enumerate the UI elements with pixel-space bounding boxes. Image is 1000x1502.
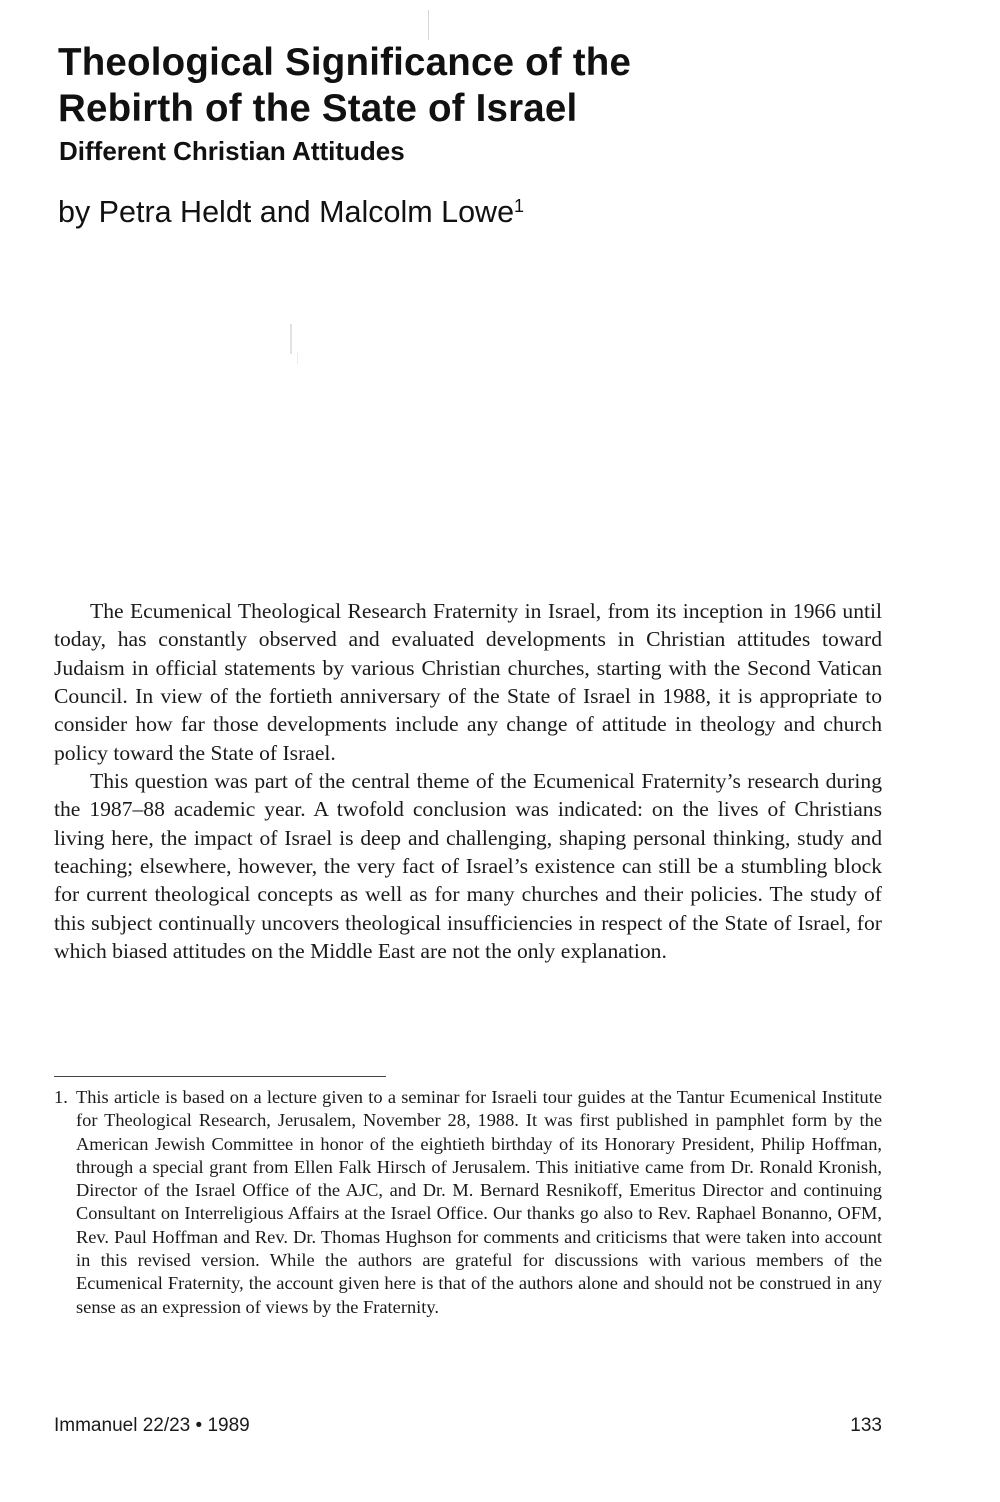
footnote-text: This article is based on a lecture given to a seminar for Israeli tour guides at the Tantur Ecumenical Institute for Theological Research, Jerusalem, November 28, 1988. It was first published in pamphlet form by the American Jewish Committee in honor of the eightieth birthday of its Honorary President, Philip Hoffman, through a special grant from Ellen Falk Hirsch of Jerusalem. This initiative came from Dr. Ronald Kronish, Director of the Israel Office of the AJC, and Dr. M. Bernard Resnikoff, Emeritus Director and continuing Consultant on Interreligious Affairs at the Israel Office. Our thanks go also to Rev. Raphael Bonanno, OFM, Rev. Paul Hoffman and Rev. Dr. Thomas Hughson for comments and criticisms that were taken into account in this revised version. While the authors are grateful for discussions with various members of the Ecumenical Fraternity, the account given here is that of the authors alone and should not be construed in any sense as an expression of views by the Fraternity. (76, 1087, 882, 1317)
article-title-line-1: Theological Significance of the (58, 41, 632, 84)
scan-artifact-line (290, 324, 292, 354)
body-paragraph: The Ecumenical Theological Research Fraternity in Israel, from its inception in 1966 until today, has constantly observed and evaluated developments in Christian attitudes toward Judaism in official statements by various Christian churches, starting with the Second Vatican Council. In view of the fortieth anniversary of the State of Israel in 1988, it is appropriate to consider how far those developments include any change of attitude in theology and church policy toward the State of Israel. (54, 599, 882, 765)
footnote-marker[interactable]: 1 (514, 196, 525, 217)
page-number: 133 (850, 1415, 882, 1436)
footnote-number: 1. (54, 1087, 68, 1107)
journal-citation: Immanuel 22/23 • 1989 (54, 1415, 250, 1436)
author-byline (58, 192, 524, 232)
article-title (58, 40, 631, 132)
author-names: by Petra Heldt and Malcolm Lowe (58, 195, 515, 229)
body-paragraph: This question was part of the central theme of the Ecumenical Fraternity’s research during the 1987–88 academic year. A twofold conclusion was indicated: on the lives of Christians living here, the impact of Israel is deep and challenging, shaping personal thinking, study and teaching; elsewhere, however, the very fact of Israel’s existence can still be a stumbling block for current theological concepts as well as for many churches and their policies. The study of this subject continually uncovers theological insufficiencies in respect of the State of Israel, for which biased attitudes on the Middle East are not the only explanation. (54, 769, 882, 964)
footnote-1 (54, 1086, 882, 1319)
scan-artifact-line (297, 352, 298, 364)
scan-artifact-line (428, 10, 429, 40)
footnote-divider (54, 1076, 386, 1077)
article-subtitle: Different Christian Attitudes (59, 136, 405, 166)
article-title-line-2: Rebirth of the State of Israel (58, 87, 578, 130)
article-body (54, 597, 882, 965)
